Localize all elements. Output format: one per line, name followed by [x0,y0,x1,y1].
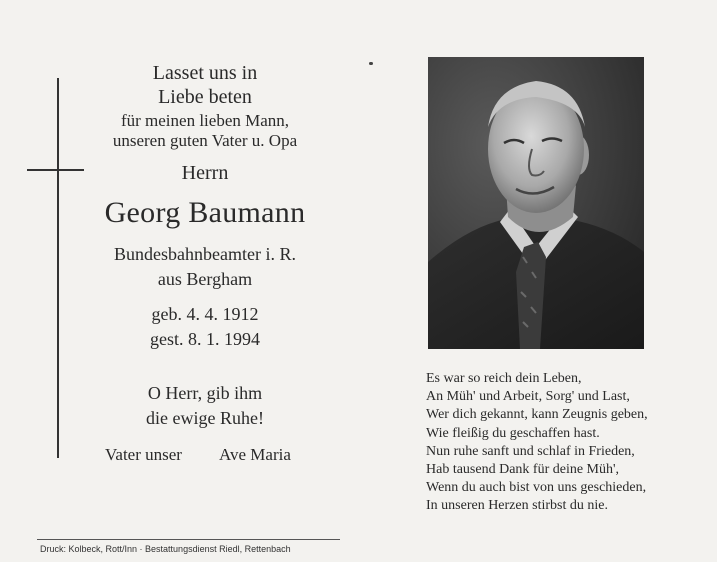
prayer-vater-unser: Vater unser [105,445,182,464]
heading-line-2: Liebe beten [158,86,252,108]
heading-line-1: Lasset uns in [152,62,258,84]
salutation: Herrn [181,162,229,184]
deceased-name: Georg Baumann [104,196,306,229]
cross-icon-vertical [57,78,59,458]
birth-date: geb. 4. 4. 1912 [151,304,259,324]
poem-line: In unseren Herzen stirbst du nie. [426,498,608,514]
death-date: gest. 8. 1. 1994 [150,329,260,349]
occupation: Bundesbahnbeamter i. R. [114,244,296,264]
heading-line-3: für meinen lieben Mann, [120,111,290,130]
poem-line: Wie fleißig du geschaffen hast. [426,425,600,441]
prayer-ave-maria: Ave Maria [219,445,291,464]
portrait-photo [428,57,644,349]
poem-line: Nun ruhe sanft und schlaf in Frieden, [426,443,635,459]
prayer-line-2: die ewige Ruhe! [146,408,264,428]
poem [426,370,648,516]
poem-line: Hab tausend Dank für deine Müh', [426,462,620,478]
footer-divider [37,539,340,540]
poem-line: Es war so reich dein Leben, [426,371,582,386]
cross-icon-horizontal [27,169,84,171]
portrait-image [428,57,644,349]
prayer-line-1: O Herr, gib ihm [147,383,263,403]
origin: aus Bergham [157,269,253,289]
poem-line: An Müh' und Arbeit, Sorg' und Last, [426,389,630,405]
heading-line-4: unseren guten Vater u. Opa [112,131,298,150]
poem-line: Wenn du auch bist von uns geschieden, [426,480,647,496]
printer-credit: Druck: Kolbeck, Rott/Inn · Bestattungsdienst Riedl, Rettenbach [40,544,291,554]
poem-line: Wer dich gekannt, kann Zeugnis geben, [426,407,648,423]
ink-speck [369,62,373,65]
